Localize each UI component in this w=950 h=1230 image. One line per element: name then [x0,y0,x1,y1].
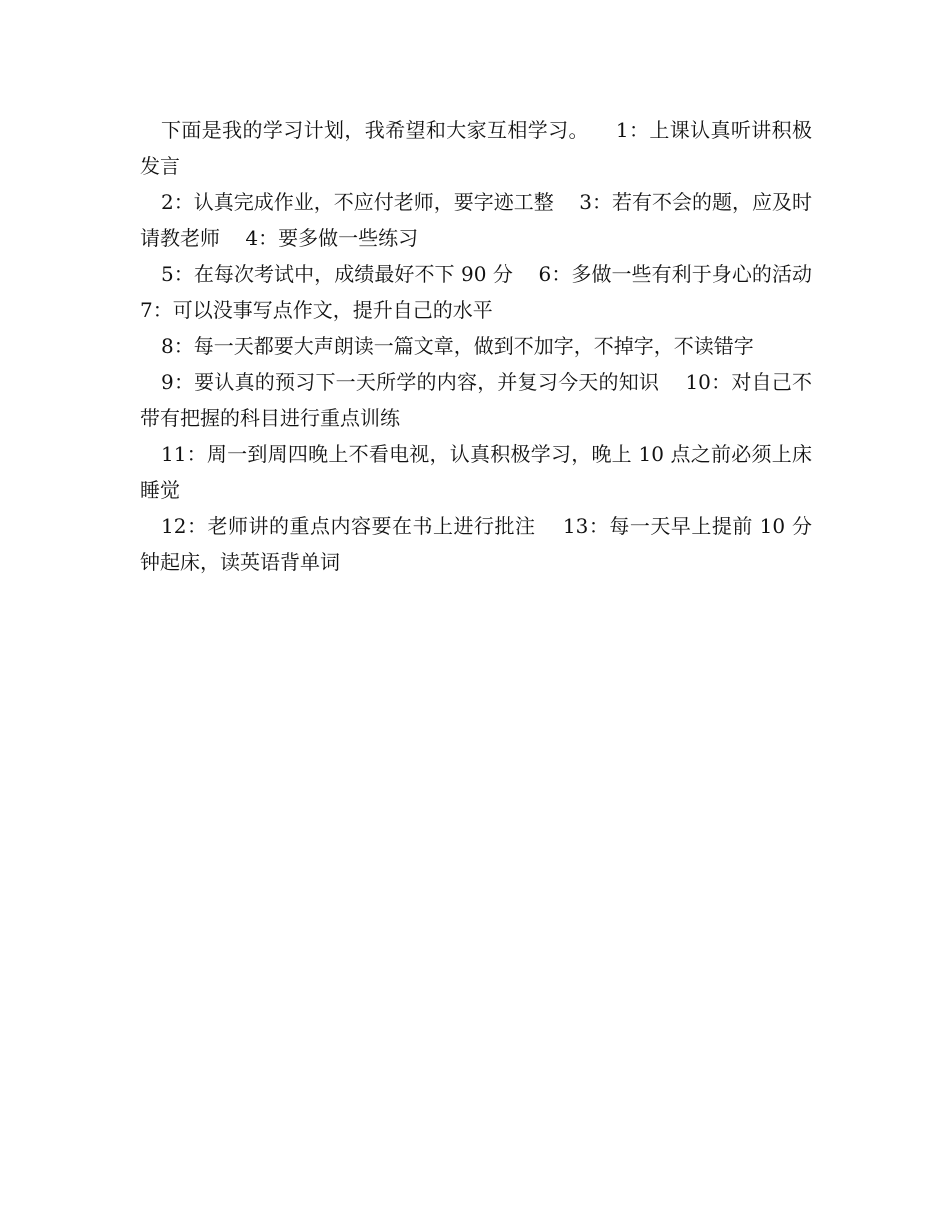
paragraph-intro: 下面是我的学习计划，我希望和大家互相学习。 1：上课认真听讲积极发言 [140,118,812,178]
paragraph-item-8: 8：每一天都要大声朗读一篇文章，做到不加字，不掉字，不读错字 [161,334,754,358]
paragraph-items-9-10: 9：要认真的预习下一天所学的内容，并复习今天的知识 10：对自己不带有把握的科目进行重点训练 [140,370,812,430]
study-plan-text [140,112,838,580]
paragraph-items-2-4: 2：认真完成作业，不应付老师，要字迹工整 3：若有不会的题，应及时请教老师 4：要多做一些练习 [140,190,812,250]
paragraph-item-11: 11：周一到周四晚上不看电视，认真积极学习，晚上 10 点之前必须上床睡觉 [140,442,812,502]
paragraph-items-5-7: 5：在每次考试中，成绩最好不下 90 分 6：多做一些有利于身心的活动 7：可以没事写点作文，提升自己的水平 [140,262,838,322]
paragraph-items-12-13: 12：老师讲的重点内容要在书上进行批注 13：每一天早上提前 10 分钟起床，读英语背单词 [140,514,812,574]
